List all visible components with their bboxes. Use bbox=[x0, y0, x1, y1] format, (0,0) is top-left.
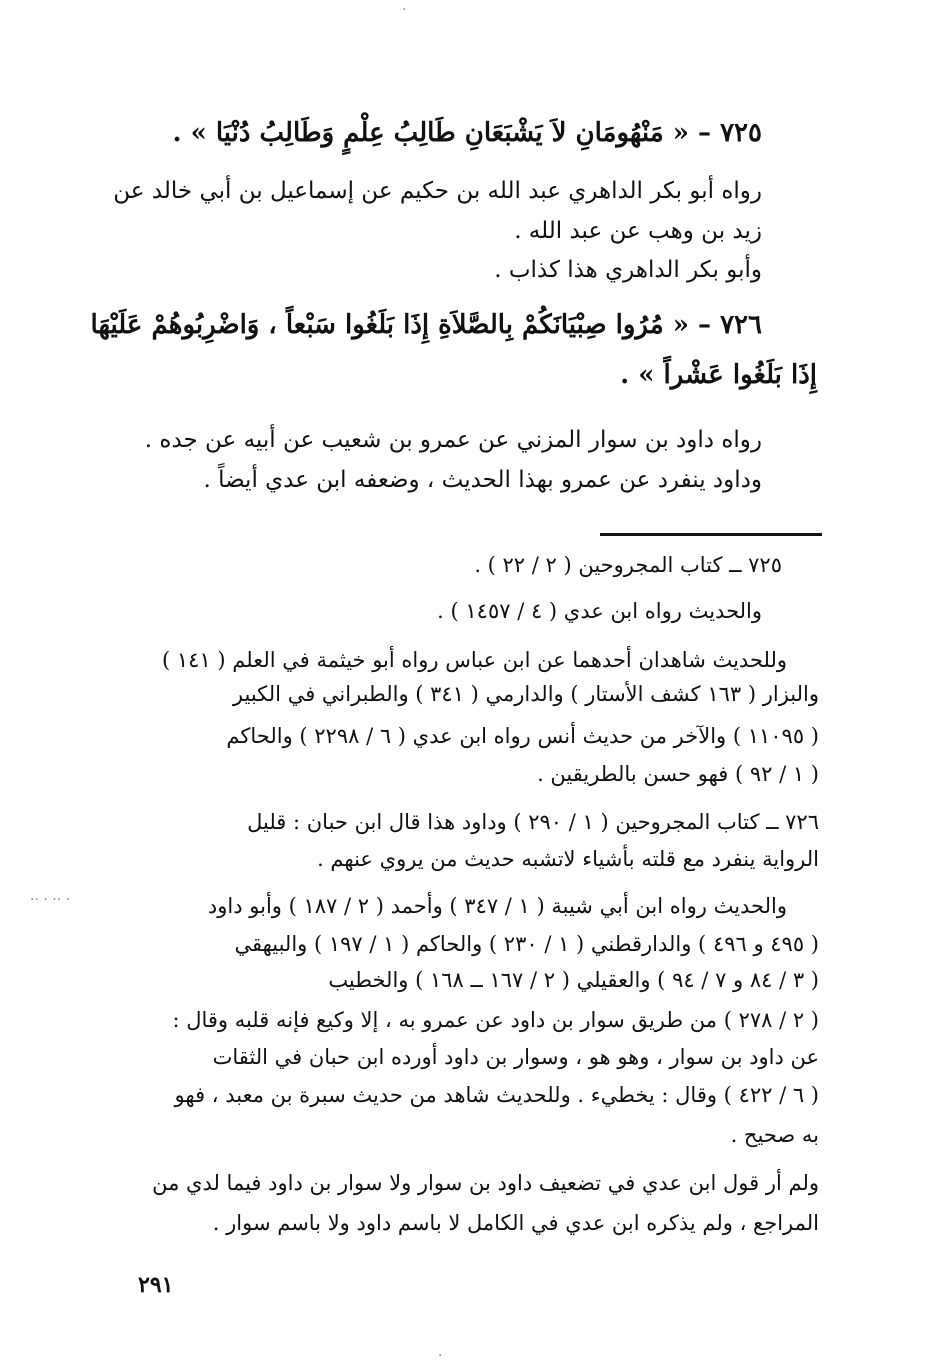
footnote-726-line-7: عن داود بن سوار ، وهو هو ، وسوار بن داود أورده ابن حبان في الثقات bbox=[212, 1045, 819, 1069]
hadith-725-narration-line-2: زيد بن وهب عن عبد الله . bbox=[514, 218, 762, 244]
page-number: ٢٩١ bbox=[138, 1272, 174, 1298]
footnote-726-line-5: ( ٣ / ٨٤ و ٧ / ٩٤ ) والعقيلي ( ٢ / ١٦٧ ــ ١٦٨ ) والخطيب bbox=[328, 968, 819, 992]
hadith-725-narration-line-3: وأبو بكر الداهري هذا كذاب . bbox=[494, 257, 762, 283]
scan-speck: · bbox=[402, 2, 407, 18]
footnote-726-line-9: به صحيح . bbox=[730, 1123, 819, 1147]
closing-remark-line-2: المراجع ، ولم يذكره ابن عدي في الكامل لا باسم داود ولا باسم سوار . bbox=[212, 1211, 819, 1235]
scan-speck: · bbox=[438, 1348, 443, 1364]
footnote-725-line-2: والحديث رواه ابن عدي ( ٤ / ١٤٥٧ ) . bbox=[437, 599, 762, 623]
footnote-725-line-6: ( ١ / ٩٢ ) فهو حسن بالطريقين . bbox=[537, 762, 819, 786]
footnote-726-line-4: ( ٤٩٥ و ٤٩٦ ) والدارقطني ( ١ / ٢٣٠ ) والحاكم ( ١ / ١٩٧ ) والبيهقي bbox=[234, 932, 819, 956]
footnote-725-line-1: ٧٢٥ ــ كتاب المجروحين ( ٢ / ٢٢ ) . bbox=[474, 553, 782, 577]
hadith-725-text: ٧٢٥ – « مَنْهُومَانِ لاَ يَشْبَعَانِ طَالِبُ عِلْمٍ وَطَالِبُ دُنْيَا » . bbox=[172, 118, 762, 148]
footnote-726-line-6: ( ٢ / ٢٧٨ ) من طريق سوار بن داود عن عمرو به ، إلا وكيع فإنه قلبه وقال : bbox=[172, 1008, 819, 1032]
footnote-726-line-1: ٧٢٦ ــ كتاب المجروحين ( ١ / ٢٩٠ ) وداود هذا قال ابن حبان : قليل bbox=[247, 810, 819, 834]
hadith-726-text-line-1: ٧٢٦ – « مُرُوا صِبْيَانَكُمْ بِالصَّلاَةِ إِذَا بَلَغُوا سَبْعاً ، وَاضْرِبُوهُمْ عَلَيْهَا bbox=[90, 310, 762, 340]
hadith-725-narration-line-1: رواه أبو بكر الداهري عبد الله بن حكيم عن إسماعيل بن أبي خالد عن bbox=[113, 178, 762, 204]
hadith-726-text-line-2: إِذَا بَلَغُوا عَشْراً » . bbox=[620, 360, 817, 390]
footnote-725-line-5: ( ١١٠٩٥ ) والآخر من حديث أنس رواه ابن عدي ( ٦ / ٢٢٩٨ ) والحاكم bbox=[226, 724, 819, 748]
closing-remark-line-1: ولم أر قول ابن عدي في تضعيف داود بن سوار ولا سوار بن داود فيما لدي من bbox=[152, 1171, 819, 1195]
footnote-726-line-3: والحديث رواه ابن أبي شيبة ( ١ / ٣٤٧ ) وأحمد ( ٢ / ١٨٧ ) وأبو داود bbox=[207, 894, 787, 918]
hadith-726-narration-line-1: رواه داود بن سوار المزني عن عمرو بن شعيب عن أبيه عن جده . bbox=[144, 427, 762, 453]
footnote-726-line-8: ( ٦ / ٤٢٢ ) وقال : يخطيء . وللحديث شاهد من حديث سبرة بن معبد ، فهو bbox=[174, 1083, 819, 1107]
footnote-725-line-3: وللحديث شاهدان أحدهما عن ابن عباس رواه أبو خيثمة في العلم ( ١٤١ ) bbox=[162, 648, 787, 672]
footnote-725-line-4: والبزار ( ١٦٣ كشف الأستار ) والدارمي ( ٣٤١ ) والطبراني في الكبير bbox=[232, 682, 819, 706]
scan-speck: ·· · ·· · bbox=[30, 892, 71, 908]
hadith-726-narration-line-2: وداود ينفرد عن عمرو بهذا الحديث ، وضعفه ابن عدي أيضاً . bbox=[203, 467, 762, 493]
footnote-726-line-2: الرواية ينفرد مع قلته بأشياء لاتشبه حديث من يروي عنهم . bbox=[317, 847, 819, 871]
footnote-divider bbox=[600, 533, 822, 536]
